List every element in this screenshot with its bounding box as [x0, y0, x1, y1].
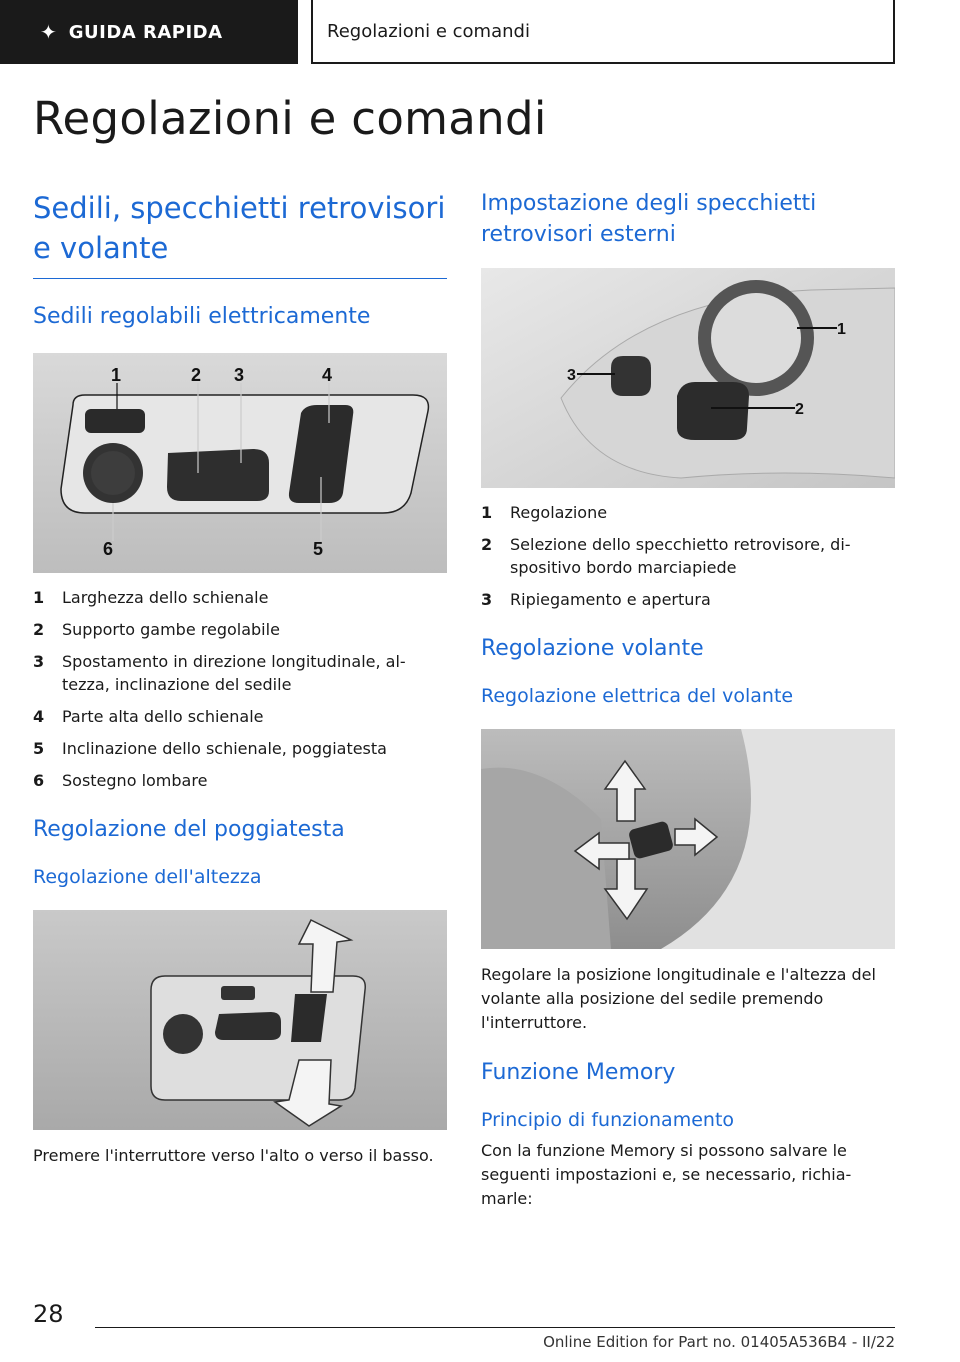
list-item: 4 Parte alta dello schienale [33, 707, 264, 726]
steering-subtitle: Regolazione elettrica del volante [481, 685, 794, 707]
memory-body: Con la funzione Memory si possono salvare le seguenti impostazioni e, se necessario, richia-marle: [481, 1141, 852, 1208]
list-item: 6 Sostegno lombare [33, 771, 208, 790]
headrest-subtitle: Regolazione dell'altezza [33, 866, 262, 888]
mirror-callout-1: 1 [837, 321, 846, 338]
headrest-title: Regolazione del poggiatesta [33, 817, 345, 842]
seat-callout-5: 5 [313, 539, 324, 559]
mirrors-title: Impostazione degli specchietti retrovisori esterni [481, 191, 817, 247]
seats-title: Sedili regolabili elettricamente [33, 304, 371, 329]
mirror-controls-image [481, 268, 895, 488]
section-title: Sedili, specchietti retrovisori e volante [33, 191, 446, 265]
list-item: 2 Selezione dello specchietto retrovisore, di-spositivo bordo marciapiede [481, 535, 851, 577]
footer-edition: Online Edition for Part no. 01405A536B4 - II/22 [543, 1333, 895, 1351]
headrest-switch-image [33, 910, 447, 1130]
mirror-callout-3: 3 [567, 367, 576, 384]
steering-title: Regolazione volante [481, 636, 704, 661]
seat-callout-1: 1 [111, 365, 122, 385]
seat-callout-4: 4 [322, 365, 333, 385]
left-column [33, 188, 447, 1168]
header-section-tab[interactable] [0, 0, 298, 64]
steering-switch-image [481, 729, 895, 949]
list-item: 3 Ripiegamento e apertura [481, 590, 711, 609]
header-chapter-label: Regolazioni e comandi [327, 20, 530, 42]
memory-title: Funzione Memory [481, 1060, 676, 1085]
memory-subtitle: Principio di funzionamento [481, 1109, 735, 1131]
list-item: 3 Spostamento in direzione longitudinale, al-tezza, inclinazione del sedile [33, 652, 406, 694]
steering-body: Regolare la posizione longitudinale e l'altezza del volante alla posizione del sedile premendo l'interruttore. [481, 965, 876, 1032]
seat-items-list [33, 586, 447, 792]
page-title: Regolazioni e comandi [33, 92, 547, 145]
mirror-callout-2: 2 [795, 401, 804, 418]
page-number: 28 [33, 1300, 64, 1328]
headrest-body: Premere l'interruttore verso l'alto o verso il basso. [33, 1146, 434, 1165]
right-column [481, 188, 895, 1211]
list-item: 5 Inclinazione dello schienale, poggiatesta [33, 739, 387, 758]
header-chapter-box [311, 0, 895, 64]
list-item: 1 Regolazione [481, 503, 608, 522]
header-section-label: GUIDA RAPIDA [68, 21, 223, 43]
seat-callout-2: 2 [191, 365, 202, 385]
section-rule [33, 278, 447, 279]
seat-controls-image [33, 353, 447, 573]
seat-callout-6: 6 [103, 539, 114, 559]
list-item: 2 Supporto gambe regolabile [33, 620, 280, 639]
list-item: 1 Larghezza dello schienale [33, 588, 269, 607]
seat-callout-3: 3 [234, 365, 245, 385]
footer-rule [95, 1327, 895, 1328]
mirror-items-list [481, 501, 895, 611]
star-icon: ✦ [40, 20, 57, 44]
